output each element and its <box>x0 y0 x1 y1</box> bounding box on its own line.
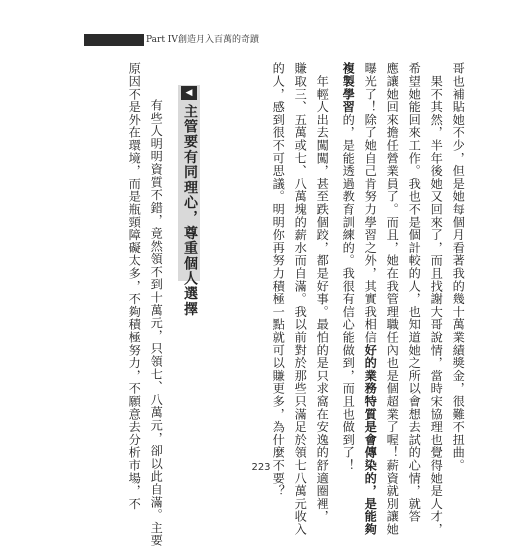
header-chapter-title: 創造月入百萬的奇蹟 <box>178 35 260 45</box>
header-bar <box>84 34 144 46</box>
text-column-10: 有些人明明資質不錯，竟然領不到十萬元，只領七、八萬元，卻以此自滿。主要 <box>149 86 164 547</box>
header-part-label: Part IV <box>146 35 178 45</box>
text-column-11: 原因不是外在環境，而是瓶頸障礙太多，不夠積極努力，不願意去分析市場，不 <box>127 62 142 510</box>
page-number: 223 <box>251 462 271 473</box>
section-marker-icon: ◀ <box>181 86 197 100</box>
text-column-7: 年輕人出去闖闖，甚至跌個跤，都是好事。最怕的是只求窩在安逸的舒適圈裡， <box>315 62 330 523</box>
text-column-8: 賺取三、五萬或七、八萬塊的薪水而自滿。我以前對於那些只滿足於領七八萬元收入 <box>293 62 308 536</box>
bold-phrase: 好的業務特質是會傳染的，是能夠 <box>363 343 378 536</box>
section-heading: 主管要有同理心，尊重個人選擇 <box>182 104 198 317</box>
text-column-2: 果不其然，半年後她又回來了，而且找謝大哥說情，當時宋協理也覺得她是人才， <box>429 62 444 536</box>
text-column-4: 應讓她回來擔任營業員了。而且，她在我管理職任內也是個超業了喔！薪資就別讓她 <box>385 62 400 536</box>
text-column-5 <box>364 62 376 536</box>
text-column-6-plain: 的，是能透過教育訓練的。我很有信心能做到，而且也做到了！ <box>341 113 356 472</box>
text-column-9: 的人，感到很不可思議。明明你再努力積極一點就可以賺更多，為什麼不要？ <box>271 62 286 498</box>
text-column-6 <box>342 62 354 472</box>
text-column-5-plain: 曝光了！除了她自己肯努力學習之外，其實我相信 <box>363 62 378 344</box>
text-column-1: 哥也補貼她不少，但是她每個月看著我的幾十萬業績獎金，很難不扭曲。 <box>451 62 466 472</box>
bold-phrase-2: 複製學習 <box>341 62 356 114</box>
text-column-3: 希望她能回來工作。我也不是個計較的人，也知道她之所以會想去試的心情，就答 <box>407 62 422 523</box>
